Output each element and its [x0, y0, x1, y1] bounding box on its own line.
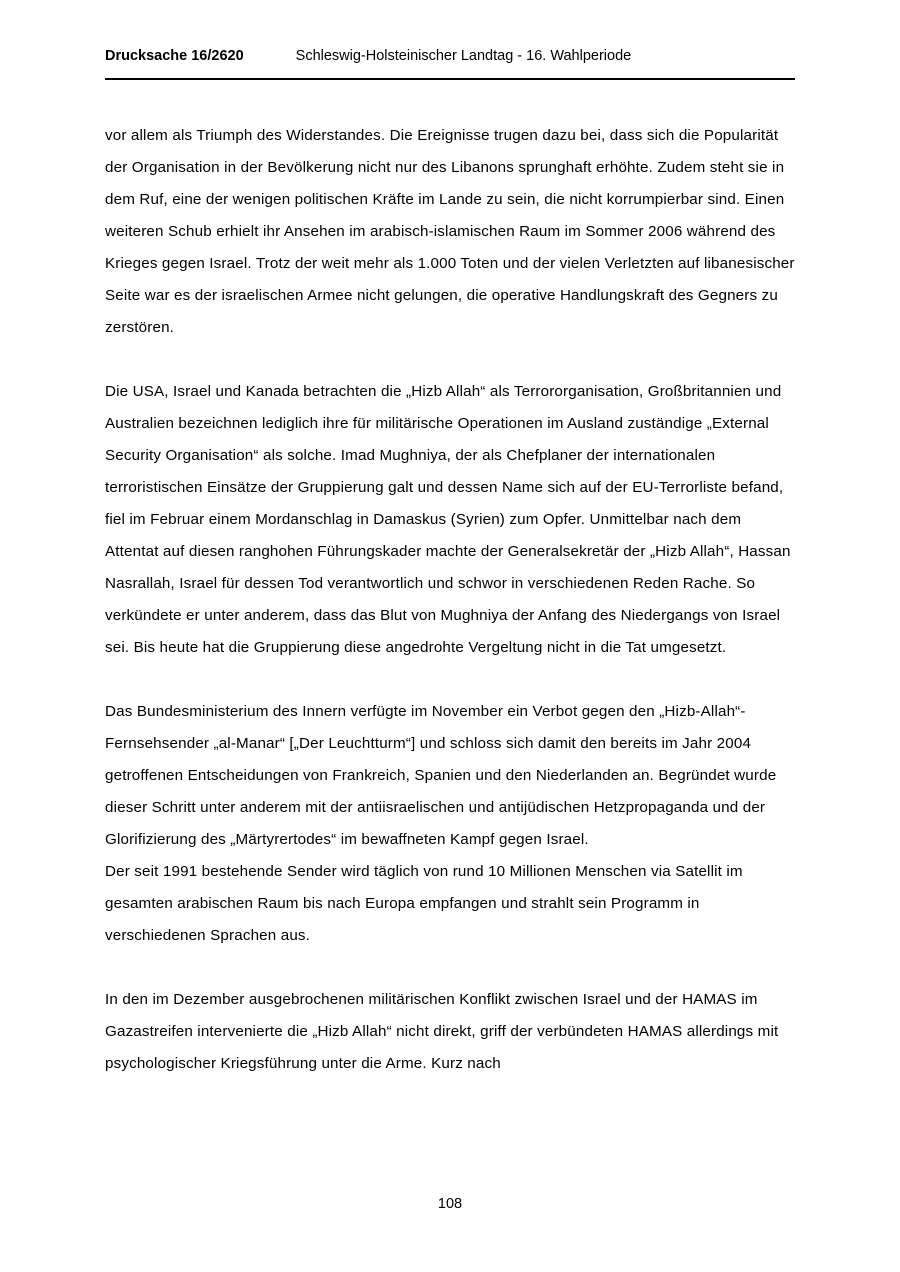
body-paragraph: In den im Dezember ausgebrochenen militärischen Konflikt zwischen Israel und der HAMAS im Gazastreifen intervenierte die „Hizb Allah“ nicht direkt, griff der verbündeten HAMAS allerdings mit psychologischer Kriegsführung unter die Arme. Kurz nach	[105, 991, 779, 1072]
page-header	[105, 48, 795, 64]
page-number: 108	[437, 1196, 463, 1212]
header-divider	[105, 78, 795, 80]
body-paragraph: Die USA, Israel und Kanada betrachten die „Hizb Allah“ als Terrororganisation, Großbritannien und Australien bezeichnen lediglich ihre für militärische Operationen im Ausland zuständige „External Security Organisation“ als solche. Imad Mughniya, der als Chefplaner der internationalen terroristischen Einsätze der Gruppierung galt und dessen Name sich auf der EU-Terrorliste befand, fiel im Februar einem Mordanschlag in Damaskus (Syrien) zum Opfer. Unmittelbar nach dem Attentat auf diesen ranghohen Führungskader machte der Generalsekretär der „Hizb Allah“, Hassan Nasrallah, Israel für dessen Tod verantwortlich und schwor in verschiedenen Reden Rache. So verkündete er unter anderem, dass das Blut von Mughniya der Anfang des Niedergangs von Israel sei. Bis heute hat die Gruppierung diese angedrohte Vergeltung nicht in die Tat umgesetzt.	[105, 383, 791, 656]
body-paragraph: vor allem als Triumph des Widerstandes. Die Ereignisse trugen dazu bei, dass sich die Popularität der Organisation in der Bevölkerung nicht nur des Libanons sprunghaft erhöhte. Zudem steht sie in dem Ruf, eine der wenigen politischen Kräfte im Lande zu sein, die nicht korrumpierbar sind. Einen weiteren Schub erhielt ihr Ansehen im arabisch-islamischen Raum im Sommer 2006 während des Krieges gegen Israel. Trotz der weit mehr als 1.000 Toten und der vielen Verletzten auf libanesischer Seite war es der israelischen Armee nicht gelungen, die operative Handlungskraft des Gegners zu zerstören.	[105, 127, 795, 336]
header-parliament-title: Schleswig-Holsteinischer Landtag - 16. Wahlperiode	[295, 48, 632, 64]
body-paragraph: Das Bundesministerium des Innern verfügte im November ein Verbot gegen den „Hizb-Allah“-Fernsehsender „al-Manar“ [„Der Leuchtturm“] und schloss sich damit den bereits im Jahr 2004 getroffenen Entscheidungen von Frankreich, Spanien und den Niederlanden an. Begründet wurde dieser Schritt unter anderem mit der antiisraelischen und antijüdischen Hetzpropaganda und der Glorifizierung des „Märtyrertodes“ im bewaffneten Kampf gegen Israel.	[105, 703, 777, 848]
body-paragraph: Der seit 1991 bestehende Sender wird täglich von rund 10 Millionen Menschen via Satellit im gesamten arabischen Raum bis nach Europa empfangen und strahlt sein Programm in verschiedenen Sprachen aus.	[105, 863, 743, 944]
page-body	[105, 120, 797, 1080]
header-document-number: Drucksache 16/2620	[105, 48, 244, 64]
page-footer	[0, 1196, 900, 1212]
